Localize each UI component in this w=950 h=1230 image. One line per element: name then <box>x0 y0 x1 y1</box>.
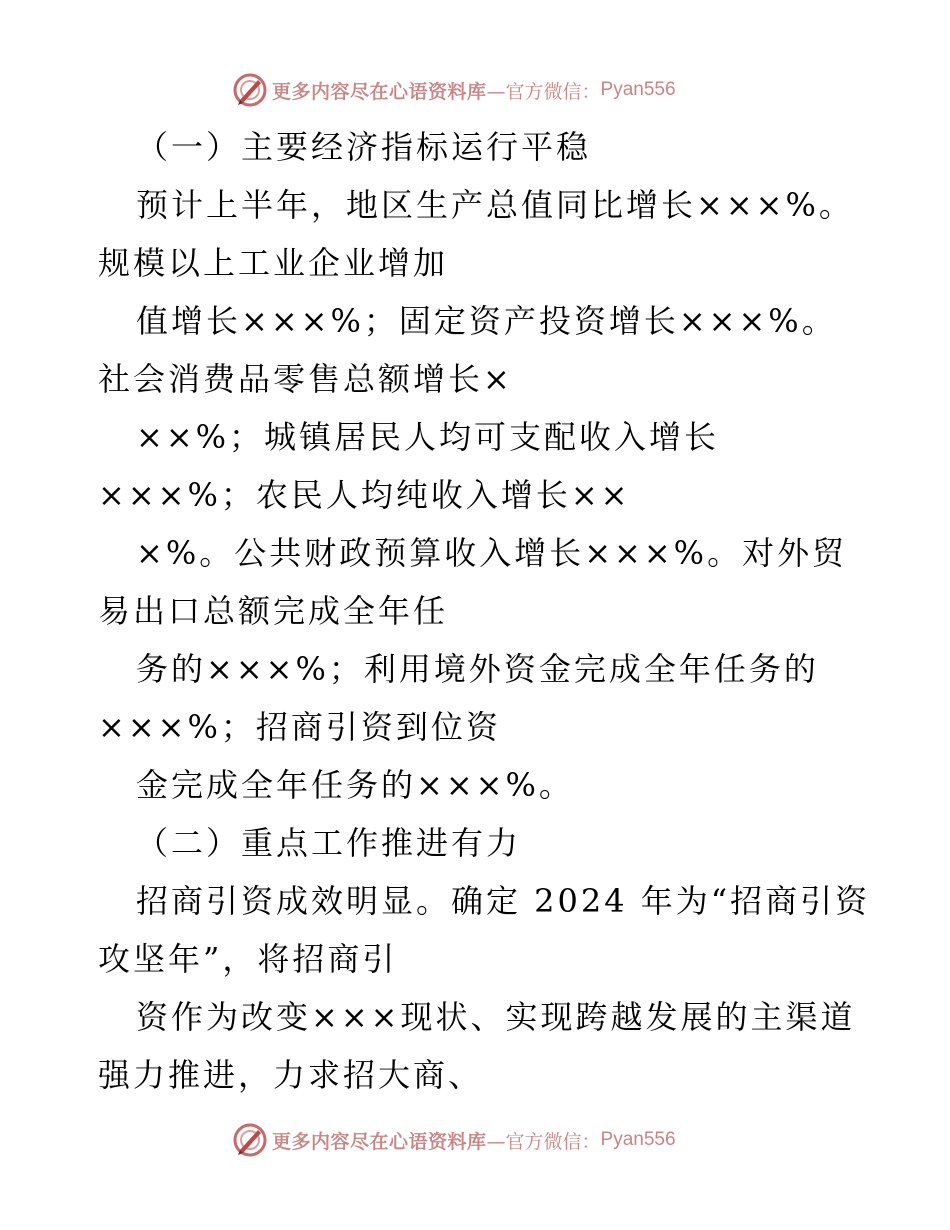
paragraph-line: 预计上半年，地区生产总值同比增长×××%。 <box>136 186 854 224</box>
section-heading-2: （二）重点工作推进有力 <box>136 824 522 862</box>
paragraph-line: 金完成全年任务的×××%。 <box>136 766 574 804</box>
paragraph-line: 务的×××%；利用境外资金完成全年任务的 <box>136 650 819 688</box>
watermark-wechat-label: —官方微信： <box>486 80 601 103</box>
watermark-footer <box>232 1122 676 1158</box>
paragraph-line: 攻坚年”，将招商引 <box>98 940 398 978</box>
paragraph-line: 资作为改变×××现状、实现跨越发展的主渠道 <box>136 998 856 1036</box>
watermark-wechat-label: —官方微信： <box>486 1130 601 1153</box>
paragraph-line: ×××%；农民人均纯收入增长×× <box>98 476 631 514</box>
section-heading-1: （一）主要经济指标运行平稳 <box>136 128 592 166</box>
paragraph-line: ××%；城镇居民人均可支配收入增长 <box>136 418 720 456</box>
watermark-header <box>232 72 676 108</box>
paragraph-line: ×××%；招商引资到位资 <box>98 708 501 746</box>
paragraph-line: 强力推进，力求招大商、 <box>98 1056 484 1094</box>
paragraph-line: 易出口总额完成全年任 <box>98 592 449 630</box>
watermark-brand-text: 更多内容尽在心语资料库 <box>272 1130 487 1153</box>
brand-logo-icon <box>232 1122 268 1158</box>
brand-logo-icon <box>232 72 268 108</box>
paragraph-line: ×%。公共财政预算收入增长×××%。对外贸 <box>136 534 848 572</box>
document-body <box>98 118 871 1104</box>
watermark-brand-text: 更多内容尽在心语资料库 <box>272 80 487 103</box>
watermark-wechat-id: Pyan556 <box>600 1129 676 1150</box>
watermark-wechat-id: Pyan556 <box>600 79 676 100</box>
paragraph-line: 社会消费品零售总额增长× <box>98 360 513 398</box>
paragraph-line: 值增长×××%；固定资产投资增长×××%。 <box>136 302 837 340</box>
paragraph-line: 招商引资成效明显。确定 2024 年为“招商引资 <box>136 882 871 920</box>
paragraph-line: 规模以上工业企业增加 <box>98 244 449 282</box>
